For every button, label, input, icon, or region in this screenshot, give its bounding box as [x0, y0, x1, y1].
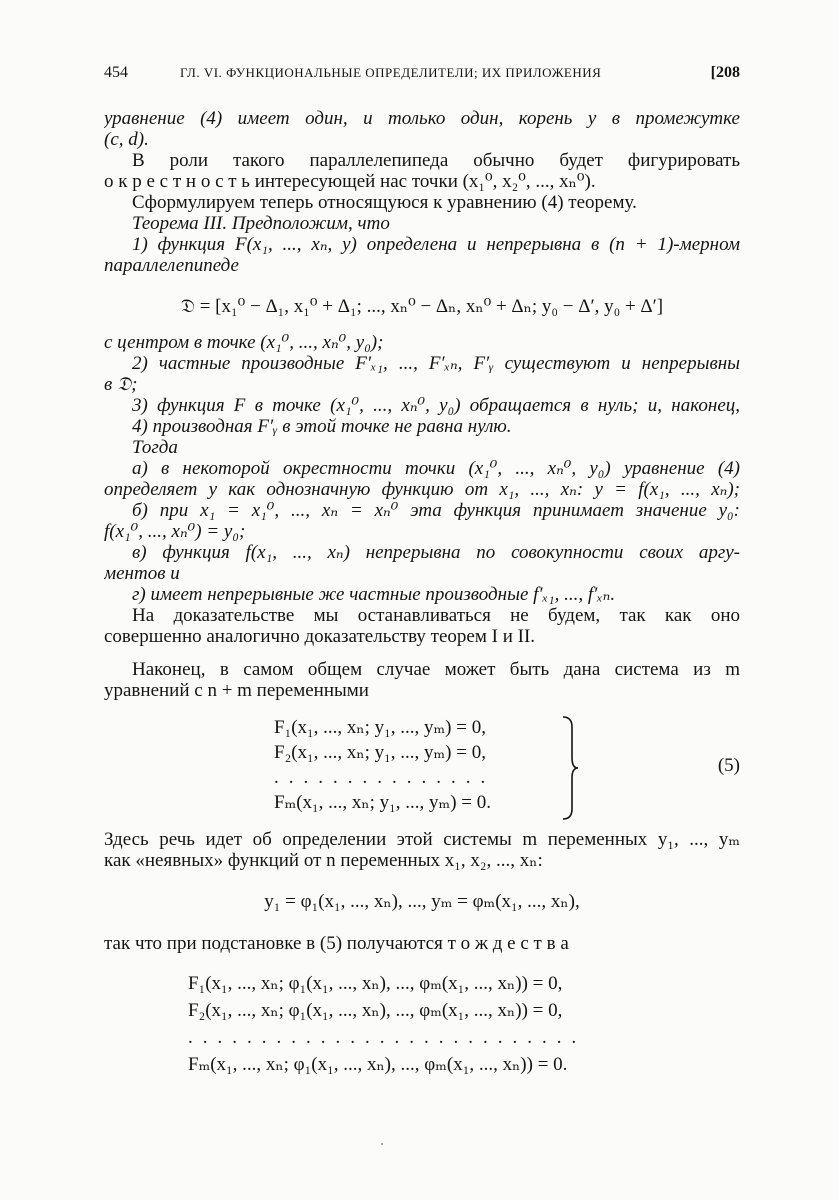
- text-line: (c, d).: [104, 129, 149, 150]
- equation-number: (5): [717, 755, 740, 776]
- text-line: определяет y как однозначную функцию от x₁, ..., xₙ: y = f(x₁, ..., xₙ);: [104, 479, 740, 500]
- text-line: о к р е с т н о с т ь интересующей нас точки (x₁⁰, x₂⁰, ..., xₙ⁰).: [104, 171, 596, 192]
- text-line: Тогда: [132, 437, 178, 458]
- identities-block: [104, 970, 740, 1078]
- text-line: На доказательстве мы останавливаться не будем, так как оно: [132, 605, 740, 626]
- text-line: с центром в точке (x₁⁰, ..., xₙ⁰, y₀);: [104, 332, 384, 353]
- identity-equation: F₂(x₁, ..., xₙ; φ₁(x₁, ..., xₙ), ..., φₘ(x₁, ..., xₙ)) = 0,: [188, 1000, 563, 1021]
- text-line: как «неявных» функций от n переменных x₁, x₂, ..., xₙ:: [104, 850, 543, 871]
- text-line: В роли такого параллелепипеда обычно будет фигурировать: [132, 150, 740, 171]
- system-equation: Fₘ(x₁, ..., xₙ; y₁, ..., yₘ) = 0.: [274, 792, 491, 813]
- section-number: [208: [710, 64, 740, 81]
- text-line: Сформулируем теперь относящуюся к уравнению (4) теорему.: [132, 192, 637, 213]
- formula-implicit-functions: y₁ = φ₁(x₁, ..., xₙ), ..., yₘ = φₘ(x₁, ..., xₙ),: [264, 891, 580, 912]
- system-equation: F₁(x₁, ..., xₙ; y₁, ..., yₘ) = 0,: [274, 717, 486, 738]
- text-line: Здесь речь идет об определении этой системы m переменных y₁, ..., yₘ: [104, 829, 740, 850]
- theorem-heading: Теорема III. Предположим, что: [132, 213, 390, 234]
- formula-domain: 𝔇 = [x₁⁰ − Δ₁, x₁⁰ + Δ₁; ..., xₙ⁰ − Δₙ, xₙ⁰ + Δₙ; y₀ − Δ′, y₀ + Δ′]: [180, 296, 664, 317]
- text-line: Наконец, в самом общем случае может быть дана система из m: [132, 659, 740, 680]
- text-line: ментов и: [104, 563, 180, 584]
- system-equation: F₂(x₁, ..., xₙ; y₁, ..., yₘ) = 0,: [274, 742, 486, 763]
- text-line: параллелепипеде: [104, 255, 239, 276]
- text-line: совершенно аналогично доказательству теорем I и II.: [104, 626, 536, 647]
- right-brace-icon: [560, 715, 580, 821]
- text-line: уравнений с n + m переменными: [104, 680, 369, 701]
- system-dots: ...............: [274, 767, 496, 788]
- text-line: 1) функция F(x₁, ..., xₙ, y) определена и непрерывна в (n + 1)-мерном: [132, 234, 740, 255]
- page-header: [104, 64, 740, 90]
- text-line: 4) производная F′ᵧ в этой точке не равна нулю.: [132, 416, 512, 437]
- text-line: 3) функция F в точке (x₁⁰, ..., xₙ⁰, y₀) обращается в нуль; и, наконец,: [132, 395, 740, 416]
- text-line: в 𝔇;: [104, 374, 138, 395]
- identity-equation: Fₘ(x₁, ..., xₙ; φ₁(x₁, ..., xₙ), ..., φₘ(x₁, ..., xₙ)) = 0.: [188, 1054, 568, 1075]
- text-line: в) функция f(x₁, ..., xₙ) непрерывна по совокупности своих аргу-: [132, 542, 740, 563]
- page-number: 454: [104, 64, 128, 81]
- page-body: [104, 108, 740, 1078]
- text-line: f(x₁⁰, ..., xₙ⁰) = y₀;: [104, 521, 246, 542]
- scan-speck: [381, 1143, 383, 1145]
- text-line: б) при x₁ = x₁⁰, ..., xₙ = xₙ⁰ эта функция принимает значение y₀:: [132, 500, 740, 521]
- text-line: 2) частные производные F′ₓ₁, ..., F′ₓₙ, F′ᵧ существуют и непрерывны: [132, 353, 740, 374]
- running-title: ГЛ. VI. ФУНКЦИОНАЛЬНЫЕ ОПРЕДЕЛИТЕЛИ; ИХ ПРИЛОЖЕНИЯ: [180, 65, 602, 80]
- text-line: г) имеет непрерывные же частные производные f′ₓ₁, ..., f′ₓₙ.: [132, 584, 616, 605]
- identity-dots: ...........................: [188, 1027, 587, 1048]
- identity-equation: F₁(x₁, ..., xₙ; φ₁(x₁, ..., xₙ), ..., φₘ(x₁, ..., xₙ)) = 0,: [188, 973, 563, 994]
- text-line: так что при подстановке в (5) получаются т о ж д е с т в а: [104, 933, 569, 954]
- text-line: а) в некоторой окрестности точки (x₁⁰, ..., xₙ⁰, y₀) уравнение (4): [132, 458, 740, 479]
- equation-system-5: [104, 715, 740, 823]
- text-line: уравнение (4) имеет один, и только один, корень y в промежутке: [104, 108, 740, 129]
